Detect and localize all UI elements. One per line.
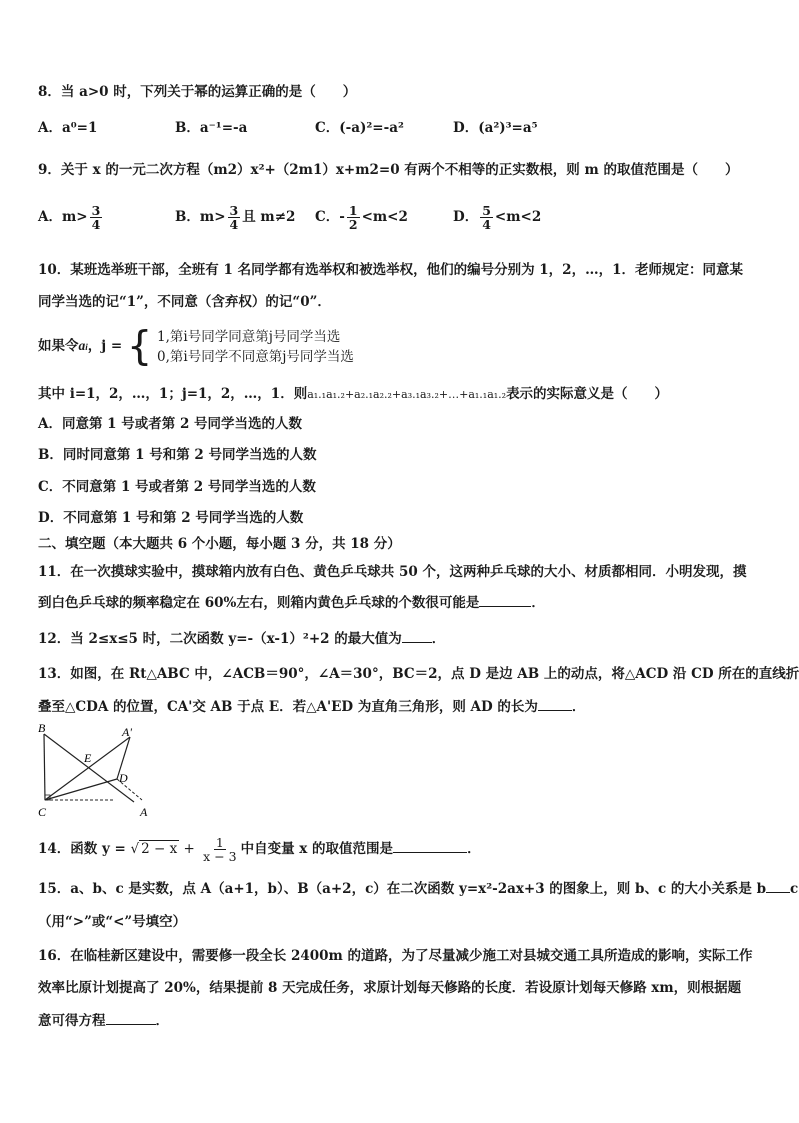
q13-line1: 13．如图，在 Rt△ABC 中，∠ACB＝90°，∠A＝30°，BC＝2，点 D 是边 AB 上的动点，将△ACD 沿 CD 所在的直线折 [38,666,799,682]
label-d: D [119,771,128,785]
q12-answer-blank[interactable] [402,628,432,643]
q10-case-1: 1,第i号同学同意第j号同学当选 [157,328,341,345]
q8-option-c: C．(-a)²=-a² [315,120,404,136]
q10-option-d: D．不同意第 1 号和第 2 号同学当选的人数 [38,510,304,526]
q9-option-d: D． $\frac{5}{4}$ <m<2 [453,203,542,232]
q15-line2: （用“>”或“<”号填空） [38,914,187,930]
q13-answer-blank[interactable] [538,696,572,711]
q16-line3: 意可得方程 ． [38,1010,169,1031]
q14-text: 14．函数 y = √ 2 − x + $\frac{1}{x - 3}$ 中自变量 x 的取值范围是 ． [38,835,481,864]
q15-line1: 15．a、b、c 是实数，点 A（a+1，b）、B（a+2，c）在二次函数 y=x²-2ax+3 的图象上，则 b、c 的大小关系是 b c [38,878,798,899]
q10-option-c: C．不同意第 1 号或者第 2 号同学当选的人数 [38,479,316,495]
label-e: E [84,751,92,765]
q10-definition: 如果令ai，j = { 1,第i号同学同意第j号同学当选 0,第i号同学不同意第j号同学当选 [38,323,354,370]
q11-line2: 到白色乒乓球的频率稳定在 60%左右，则箱内黄色乒乓球的个数很可能是 ． [38,592,545,613]
q8-option-d: D．(a²)³=a⁵ [453,120,538,136]
q13-line2: 叠至△CDA 的位置，CA'交 AB 于点 E．若△A'ED 为直角三角形，则 AD 的长为 ． [38,696,585,717]
q12-text: 12．当 2≤x≤5 时，二次函数 y=-（x-1）²+2 的最大值为 ． [38,628,445,649]
q15-answer-blank[interactable] [766,878,790,893]
q16-line1: 16．在临桂新区建设中，需要修一段全长 2400m 的道路，为了尽量减少施工对县城交通工具所造成的影响，实际工作 [38,948,753,964]
q8-option-b: B．a⁻¹=-a [175,120,248,136]
q14-answer-blank[interactable] [393,838,467,853]
q16-answer-blank[interactable] [106,1010,156,1025]
q10-option-b: B．同时同意第 1 号和第 2 号同学当选的人数 [38,447,317,463]
q10-case-2: 0,第i号同学不同意第j号同学当选 [157,348,354,365]
section-2-title: 二、填空题（本大题共 6 个小题，每小题 3 分，共 18 分） [38,536,401,552]
q8-stem: 8．当 a>0 时，下列关于幂的运算正确的是（ ） [38,84,357,100]
q10-option-a: A．同意第 1 号或者第 2 号同学当选的人数 [38,416,303,432]
q16-line2: 效率比原计划提高了 20%，结果提前 8 天完成任务，求原计划每天修路的长度．若设原计划每天修路 xm，则根据题 [38,980,742,996]
q9-option-a: A．m> $\frac{3}{4}$ [38,203,101,232]
label-a-prime: A' [122,725,132,739]
q9-option-c: C．- $\frac{1}{2}$ <m<2 [315,203,408,232]
label-b: B [38,721,46,735]
q11-line1: 11．在一次摸球实验中，摸球箱内放有白色、黄色乒乓球共 50 个，这两种乒乓球的大小、材质都相同．小明发现，摸 [38,564,747,580]
q14-sqrt: 2 − x [141,841,178,857]
label-c: C [38,805,47,819]
q9-stem: 9．关于 x 的一元二次方程（m2）x²+（2m1）x+m2=0 有两个不相等的正实数根，则 m 的取值范围是（ ） [38,162,739,178]
q9-option-b: B．m> $\frac{3}{4}$ 且 m≠2 [175,203,296,232]
q11-answer-blank[interactable] [479,592,531,607]
label-a: A [140,805,148,819]
q10-line1: 10．某班选举班干部，全班有 1 名同学都有选举权和被选举权，他们的编号分别为 1，2，…，1．老师规定：同意某 [38,262,743,278]
q8-option-a: A．a⁰=1 [38,120,98,136]
q10-line2: 同学当选的记“1”，不同意（含弃权）的记“0”． [38,294,331,310]
q13-triangle-figure [30,720,160,820]
q10-line3: 其中 i=1，2，…，1；j=1，2，…，1．则a₁.₁a₁.₂+a₂.₁a₂.₂+a₃.₁a₃.₂+…+a₁.₁a₁.₂表示的实际意义是（ ） [38,386,669,402]
